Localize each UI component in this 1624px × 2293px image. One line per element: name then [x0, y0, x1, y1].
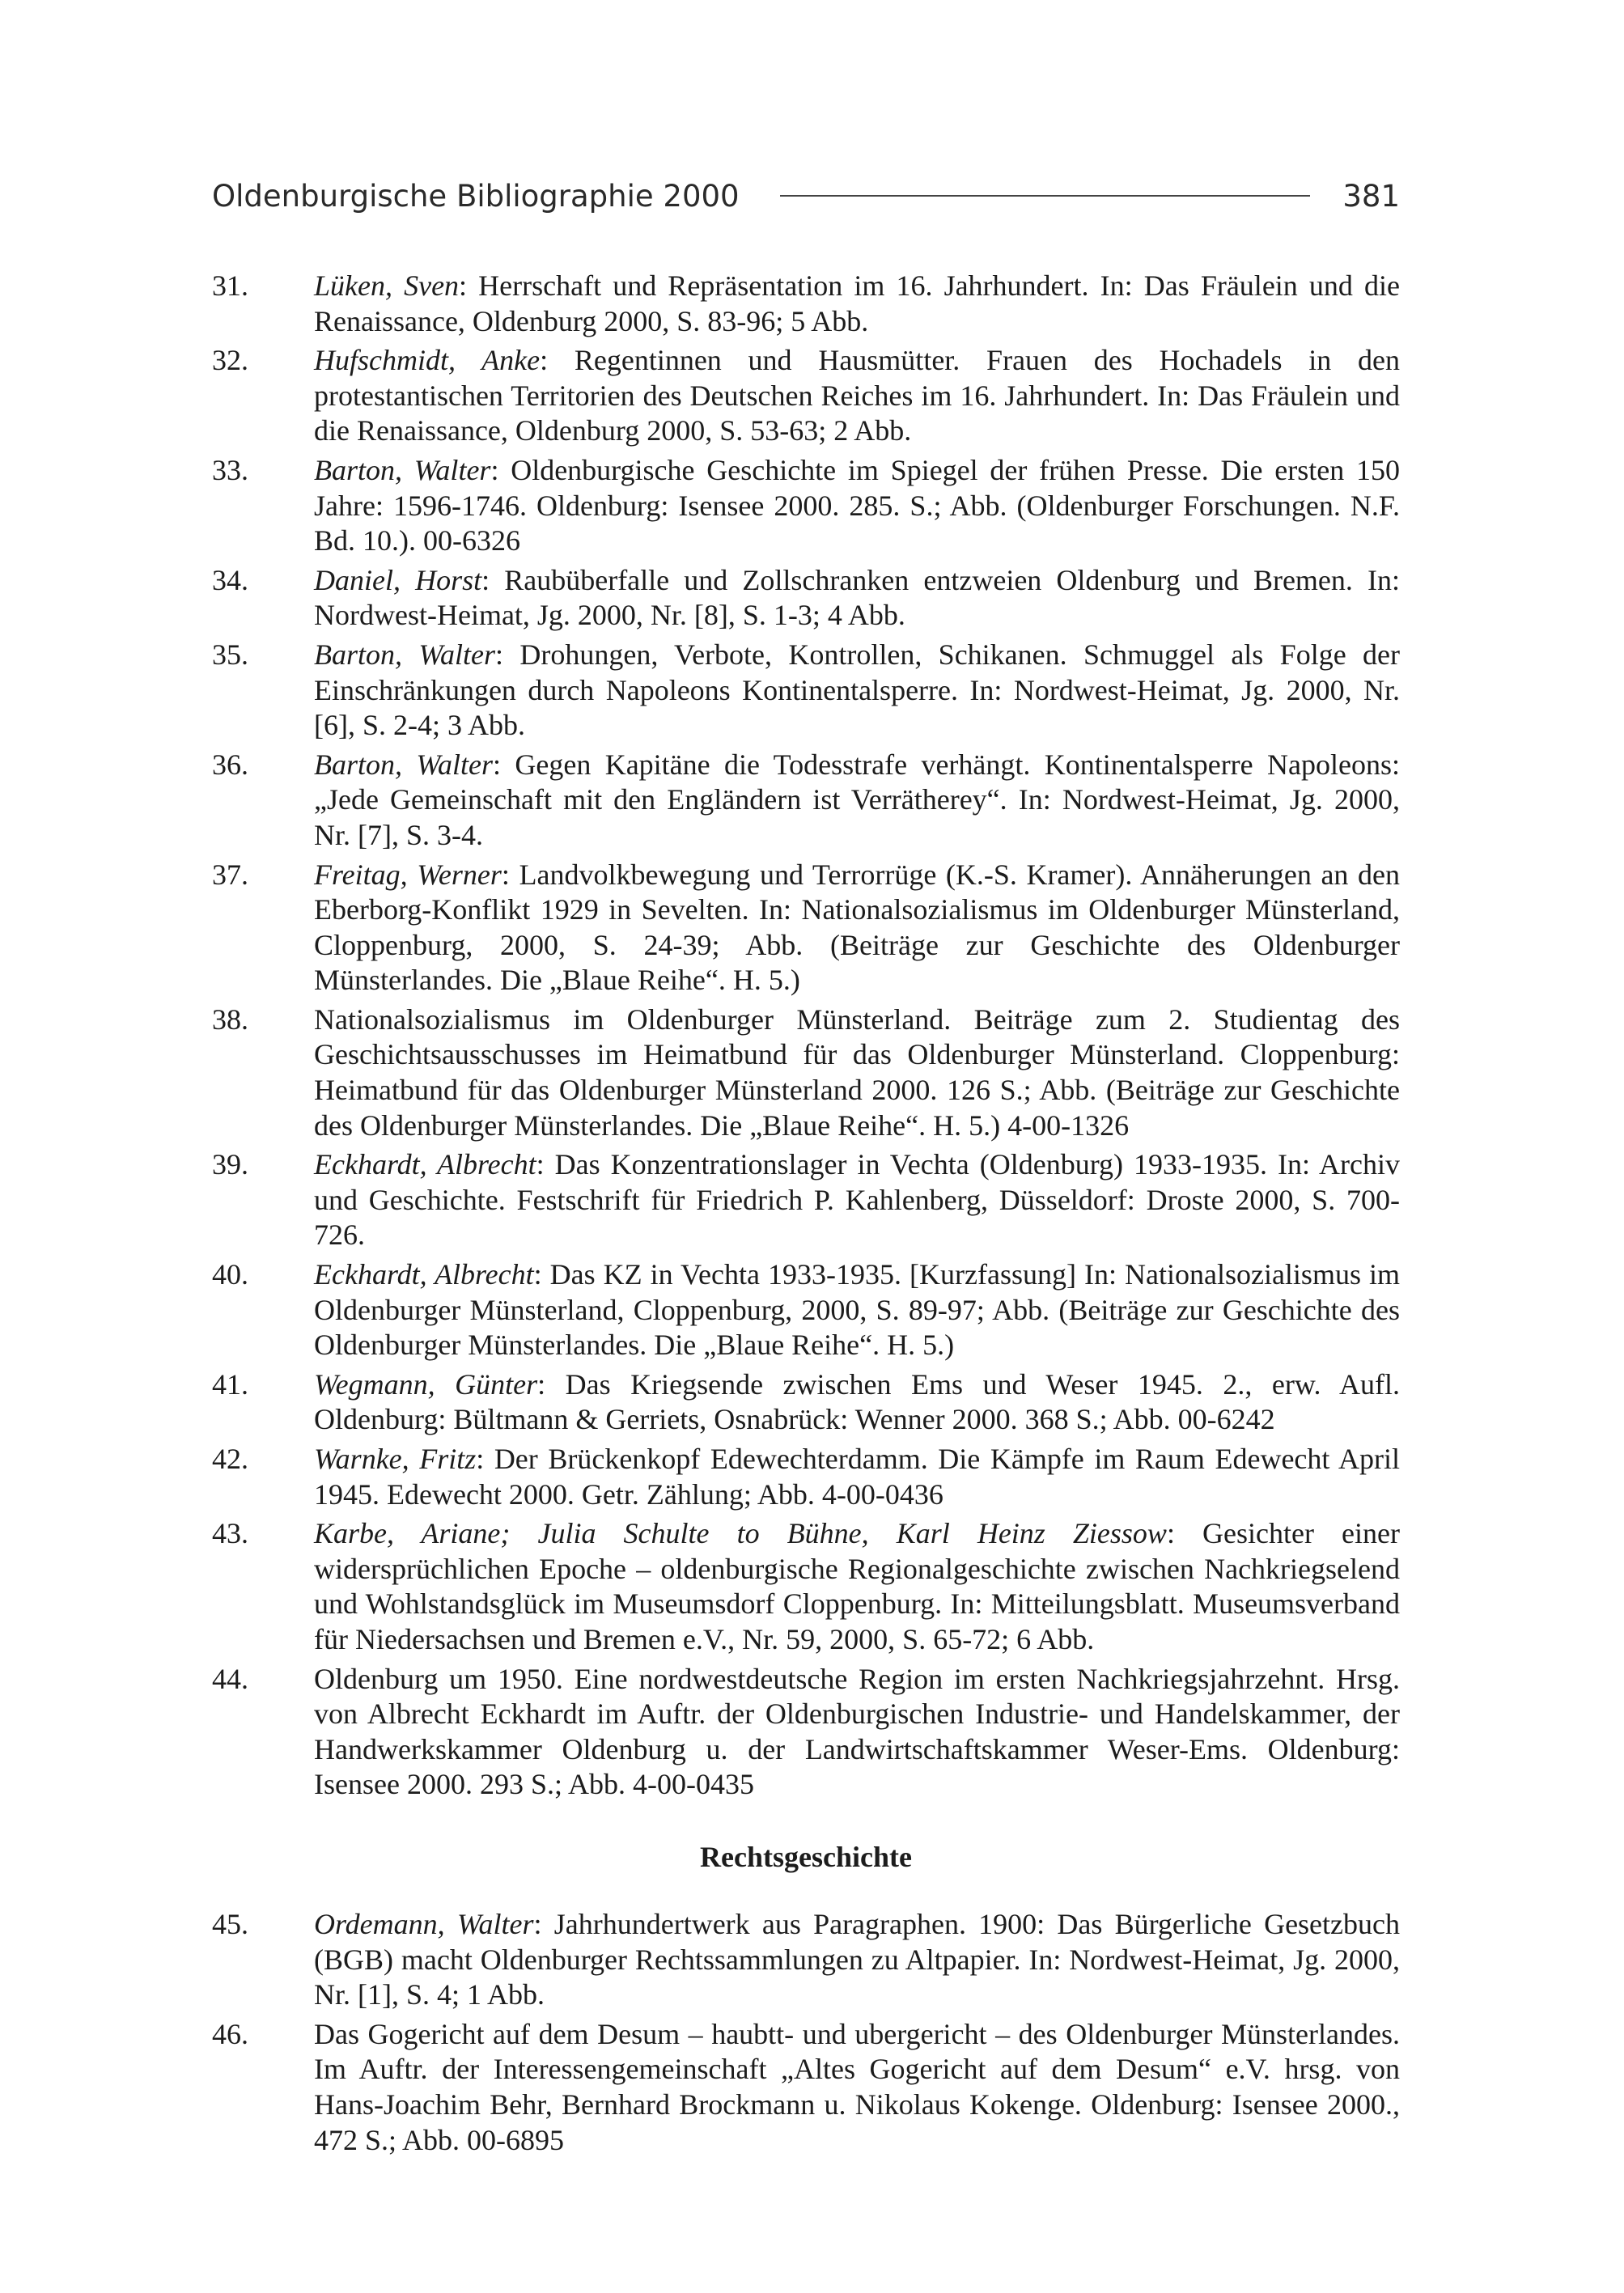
entry-separator: : — [476, 1443, 494, 1475]
entry-citation: Das Gogericht auf dem Desum – haubtt- und ubergericht – des Oldenburger Münsterlandes. Im Auftr. der Interessengemeinschaft „Altes Gogericht auf dem Desum“ e.V. hrsg. von Hans-Joachim Behr, Bernhard Brockmann u. Nikolaus Kokenge. Oldenburg: Isensee 2000., 472 S.; Abb. 00-6895 — [314, 2017, 1400, 2156]
entry-number: 44. — [212, 1662, 248, 1695]
entry-separator: : — [501, 858, 519, 891]
entry-body — [314, 453, 1400, 559]
entry-citation: Oldenburg um 1950. Eine nordwestdeutsche Region im ersten Nachkriegsjahrzehnt. Hrsg. von Albrecht Eckhardt im Auftr. der Oldenburgischen Industrie- und Handelskammer, der Handwerkskammer Oldenburg u. der Landwirtschaftskammer Weser-Ems. Oldenburg: Isensee 2000. 293 S.; Abb. 4-00-0435 — [314, 1662, 1400, 1801]
entry-number: 41. — [212, 1367, 248, 1401]
entry-author: Daniel, Horst — [314, 563, 482, 596]
entry-body — [314, 343, 1400, 449]
entry-separator: : — [493, 748, 515, 781]
bibliography-entry — [212, 1907, 1400, 2013]
entry-author: Hufschmidt, Anke — [314, 344, 541, 377]
bibliography-entry — [212, 1257, 1400, 1363]
entry-citation: Gegen Kapitäne die Todesstrafe verhängt. Kontinentalsperre Napoleons: „Jede Gemeinschaft mit den Engländern ist Verrätherey“. In: Nordwest-Heimat, Jg. 2000, Nr. [7], S. 3-4. — [314, 748, 1400, 851]
entry-separator: : — [459, 269, 479, 302]
bibliography-entry — [212, 748, 1400, 854]
bibliography-list — [212, 269, 1400, 1807]
entry-body — [314, 638, 1400, 744]
entry-number: 34. — [212, 563, 248, 596]
entry-author: Warnke, Fritz — [314, 1443, 477, 1475]
entry-author: Barton, Walter — [314, 638, 496, 671]
entry-separator: : — [490, 453, 511, 486]
entry-separator: : — [1166, 1517, 1203, 1550]
entry-separator: : — [536, 1148, 555, 1181]
entry-separator: : — [533, 1908, 554, 1940]
entry-citation: Gesichter einer widersprüchlichen Epoche – oldenburgische Regionalgeschichte zwischen Nachkriegselend und Wohlstandsglück im Museumsdorf Cloppenburg. In: Mitteilungsblatt. Museumsverband für Niedersachsen und Bremen e.V., Nr. 59, 2000, S. 65-72; 6 Abb. — [314, 1517, 1400, 1655]
entry-number: 40. — [212, 1258, 248, 1291]
entry-body — [314, 748, 1400, 854]
entry-citation: Jahrhundertwerk aus Paragraphen. 1900: Das Bürgerliche Gesetzbuch (BGB) macht Oldenburger Rechtssammlungen zu Altpapier. In: Nordwest-Heimat, Jg. 2000, Nr. [1], S. 4; 1 Abb. — [314, 1908, 1400, 2011]
entry-citation: Drohungen, Verbote, Kontrollen, Schikanen. Schmuggel als Folge der Einschränkungen durch Napoleons Kontinentalsperre. In: Nordwest-Heimat, Jg. 2000, Nr. [6], S. 2-4; 3 Abb. — [314, 638, 1400, 742]
entry-author: Ordemann, Walter — [314, 1908, 534, 1940]
entry-number: 32. — [212, 344, 248, 377]
entry-citation: Raubüberfalle und Zollschranken entzweien Oldenburg und Bremen. In: Nordwest-Heimat, Jg. 2000, Nr. [8], S. 1-3; 4 Abb. — [314, 563, 1401, 632]
entry-separator: : — [495, 638, 520, 671]
bibliography-entry — [212, 563, 1400, 634]
bibliography-entry — [212, 453, 1400, 559]
entry-number: 37. — [212, 858, 248, 891]
bibliography-entry — [212, 1662, 1400, 1803]
entry-body — [314, 1516, 1400, 1657]
entry-body — [314, 858, 1400, 998]
bibliography-entry — [212, 1147, 1400, 1253]
entry-citation: Oldenburgische Geschichte im Spiegel der frühen Presse. Die ersten 150 Jahre: 1596-1746. Oldenburg: Isensee 2000. 285. S.; Abb. (Oldenburger Forschungen. N.F. Bd. 10.). 00-6326 — [314, 453, 1400, 557]
entry-number: 46. — [212, 2017, 248, 2050]
entry-body — [314, 1257, 1400, 1363]
entry-body — [314, 1147, 1400, 1253]
entry-author: Karbe, Ariane; Julia Schulte to Bühne, Karl Heinz Ziessow — [314, 1517, 1167, 1550]
entry-body — [314, 563, 1400, 634]
bibliography-entry — [212, 1367, 1400, 1438]
entry-citation: Das Kriegsende zwischen Ems und Weser 1945. 2., erw. Aufl. Oldenburg: Bültmann & Gerriets, Osnabrück: Wenner 2000. 368 S.; Abb. 00-6242 — [314, 1367, 1400, 1436]
entry-author: Barton, Walter — [314, 453, 491, 486]
entry-citation: Das KZ in Vechta 1933-1935. [Kurzfassung] In: Nationalsozialismus im Oldenburger Münsterland, Cloppenburg, 2000, S. 89-97; Abb. (Beiträge zur Geschichte des Oldenburger Münsterlandes. Die „Blaue Reihe“. H. 5.) — [314, 1258, 1400, 1362]
entry-author: Barton, Walter — [314, 748, 494, 781]
entry-number: 38. — [212, 1002, 248, 1036]
entry-citation: Das Konzentrationslager in Vechta (Oldenburg) 1933-1935. In: Archiv und Geschichte. Festschrift für Friedrich P. Kahlenberg, Düsseldorf: Droste 2000, S. 700-726. — [314, 1148, 1400, 1252]
entry-author: Eckhardt, Albrecht — [314, 1148, 536, 1181]
section-heading: Rechtsgeschichte — [700, 1841, 912, 1873]
entry-citation: Der Brückenkopf Edewechterdamm. Die Kämpfe im Raum Edewecht April 1945. Edewecht 2000. Getr. Zählung; Abb. 4-00-0436 — [314, 1443, 1400, 1511]
bibliography-entry — [212, 2017, 1400, 2158]
entry-number: 36. — [212, 748, 248, 781]
bibliography-list-rechtsgeschichte — [212, 1907, 1400, 2162]
bibliography-entry — [212, 269, 1400, 339]
entry-separator: : — [533, 1258, 550, 1291]
entry-separator: : — [537, 1367, 566, 1401]
entry-body — [314, 1002, 1400, 1143]
running-title: Oldenburgische Bibliographie 2000 — [212, 178, 740, 214]
entry-body — [314, 1442, 1400, 1512]
entry-body — [314, 269, 1400, 339]
page-header — [212, 172, 1400, 220]
bibliography-entry — [212, 1442, 1400, 1512]
entry-number: 33. — [212, 453, 248, 486]
entry-citation: Herrschaft und Repräsentation im 16. Jahrhundert. In: Das Fräulein und die Renaissance, Oldenburg 2000, S. 83-96; 5 Abb. — [314, 269, 1400, 337]
entry-citation: Regentinnen und Hausmütter. Frauen des Hochadels in den protestantischen Territorien des Deutschen Reiches im 16. Jahrhundert. In: Das Fräulein und die Renaissance, Oldenburg 2000, S. 53-63; 2 Abb. — [314, 344, 1400, 447]
entry-number: 39. — [212, 1148, 248, 1181]
entry-body — [314, 1907, 1400, 2013]
header-rule — [780, 195, 1311, 197]
bibliography-entry — [212, 1516, 1400, 1657]
entry-number: 42. — [212, 1443, 248, 1475]
entry-body — [314, 1367, 1400, 1438]
entry-separator: : — [540, 344, 575, 377]
bibliography-entry — [212, 638, 1400, 744]
entry-author: Wegmann, Günter — [314, 1367, 538, 1401]
page-number: 381 — [1342, 178, 1400, 214]
entry-author: Lüken, Sven — [314, 269, 460, 302]
entry-citation: Nationalsozialismus im Oldenburger Münsterland. Beiträge zum 2. Studientag des Geschichtsausschusses im Heimatbund für das Oldenburger Münsterland. Cloppenburg: Heimatbund für das Oldenburger Münsterland 2000. 126 S.; Abb. (Beiträge zur Geschichte des Oldenburger Münsterlandes. Die „Blaue Reihe“. H. 5.) 4-00-1326 — [314, 1002, 1400, 1142]
entry-number: 31. — [212, 269, 248, 302]
entry-citation: Landvolkbewegung und Terrorrüge (K.-S. Kramer). Annäherungen an den Eberborg-Konflikt 1929 in Sevelten. In: Nationalsozialismus im Oldenburger Münsterland, Cloppenburg, 2000, S. 24-39; Abb. (Beiträge zur Geschichte des Oldenburger Münsterlandes. Die „Blaue Reihe“. H. 5.) — [314, 858, 1400, 997]
bibliography-entry — [212, 858, 1400, 998]
entry-author: Eckhardt, Albrecht — [314, 1258, 534, 1291]
entry-body — [314, 2017, 1400, 2158]
entry-number: 43. — [212, 1517, 248, 1550]
entry-number: 45. — [212, 1908, 248, 1940]
bibliography-entry — [212, 343, 1400, 449]
entry-number: 35. — [212, 638, 248, 671]
entry-body — [314, 1662, 1400, 1803]
entry-author: Freitag, Werner — [314, 858, 502, 891]
entry-separator: : — [481, 563, 505, 596]
bibliography-entry — [212, 1002, 1400, 1143]
